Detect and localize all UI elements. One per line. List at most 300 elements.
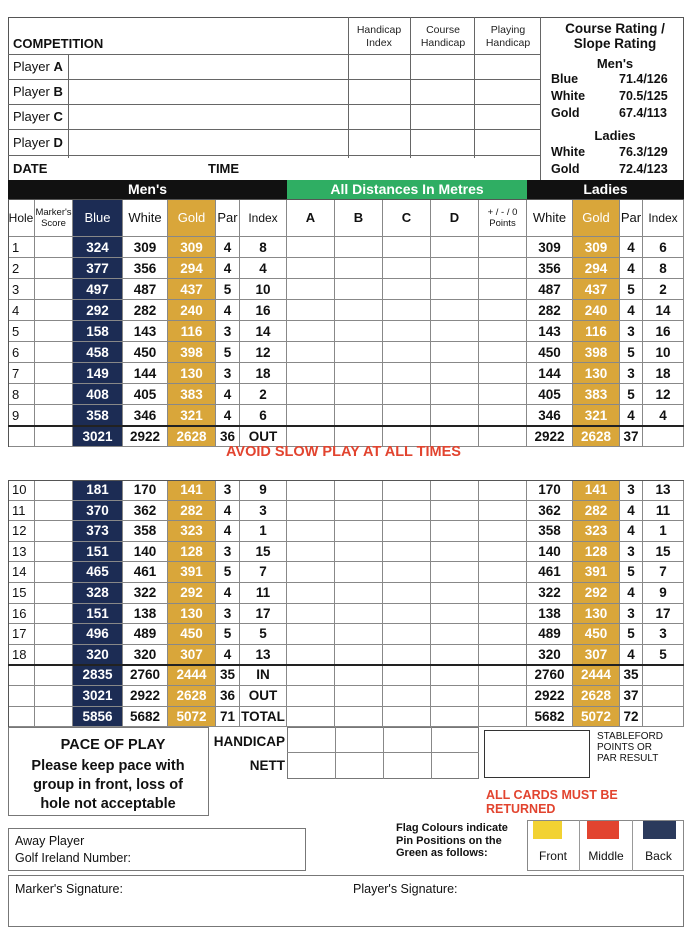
total-row-out-a[interactable]: [287, 686, 335, 707]
flag-back-label: Back: [645, 849, 672, 863]
total-row-in-c[interactable]: [383, 665, 431, 686]
back-row-17-points[interactable]: [479, 624, 527, 645]
front-row-7-par: 3: [216, 363, 240, 384]
front-row-2-par: 4: [216, 258, 240, 279]
total-row-out-lp: 37: [620, 686, 643, 707]
front-row-7-hole: 7: [8, 363, 35, 384]
front-row-2-lp: 4: [620, 258, 643, 279]
back-row-16-a[interactable]: [287, 604, 335, 625]
front-row-8-blue: 408: [73, 384, 123, 405]
total-row-out-hole: [8, 686, 35, 707]
front-row-7-c[interactable]: [383, 363, 431, 384]
front-row-9-a[interactable]: [287, 405, 335, 426]
back-row-18-d[interactable]: [431, 645, 479, 666]
front-row-1-c[interactable]: [383, 237, 431, 258]
back-row-18-white: 320: [123, 645, 168, 666]
front-row-4-b[interactable]: [335, 300, 383, 321]
back-row-16-gold: 130: [168, 604, 216, 625]
back-row-14-d[interactable]: [431, 562, 479, 583]
back-row-13-a[interactable]: [287, 542, 335, 563]
back-row-15-white: 322: [123, 583, 168, 604]
header-a: A: [287, 199, 335, 237]
front-row-3-par: 5: [216, 279, 240, 300]
front-row-1-a[interactable]: [287, 237, 335, 258]
back-row-13-lg: 128: [573, 542, 620, 563]
front-row-8-white: 405: [123, 384, 168, 405]
handicap-index-header: Handicap Index: [356, 24, 402, 49]
back-row-18-points[interactable]: [479, 645, 527, 666]
distances-band: All Distances In Metres: [287, 180, 527, 199]
back-row-17-blue: 496: [73, 624, 123, 645]
back-row-10-index: 9: [240, 480, 287, 501]
back-row-14-a[interactable]: [287, 562, 335, 583]
front-flag-swatch: [533, 821, 562, 839]
front-row-4-hole: 4: [8, 300, 35, 321]
front-row-7-d[interactable]: [431, 363, 479, 384]
front-row-3-lw: 487: [527, 279, 573, 300]
back-row-17-marker[interactable]: [35, 624, 73, 645]
back-row-14-c[interactable]: [383, 562, 431, 583]
back-row-10-blue: 181: [73, 480, 123, 501]
back-row-14-points[interactable]: [479, 562, 527, 583]
front-row-7-lw: 144: [527, 363, 573, 384]
front-row-1-points[interactable]: [479, 237, 527, 258]
front-row-8-points[interactable]: [479, 384, 527, 405]
total-row-in-b[interactable]: [335, 665, 383, 686]
back-row-11-d[interactable]: [431, 501, 479, 522]
front-row-3-marker[interactable]: [35, 279, 73, 300]
back-row-18-blue: 320: [73, 645, 123, 666]
back-row-18-marker[interactable]: [35, 645, 73, 666]
back-row-15-c[interactable]: [383, 583, 431, 604]
back-row-12-points[interactable]: [479, 521, 527, 542]
back-row-17-b[interactable]: [335, 624, 383, 645]
back-row-10-a[interactable]: [287, 480, 335, 501]
front-row-5-d[interactable]: [431, 321, 479, 342]
front-row-6-points[interactable]: [479, 342, 527, 363]
back-row-11-c[interactable]: [383, 501, 431, 522]
ladies-band: Ladies: [527, 180, 684, 199]
back-row-13-points[interactable]: [479, 542, 527, 563]
front-row-7-marker[interactable]: [35, 363, 73, 384]
total-row-in-gold: 2444: [168, 665, 216, 686]
back-row-12-lp: 4: [620, 521, 643, 542]
front-row-8-d[interactable]: [431, 384, 479, 405]
front-row-2-c[interactable]: [383, 258, 431, 279]
front-row-2-d[interactable]: [431, 258, 479, 279]
total-row-out-white: 2922: [123, 686, 168, 707]
front-total-row-index: OUT: [240, 426, 287, 447]
nett-label: NETT: [249, 758, 285, 773]
back-row-12-blue: 373: [73, 521, 123, 542]
front-row-2-points[interactable]: [479, 258, 527, 279]
player-signature-label: Player's Signature:: [353, 882, 458, 896]
front-row-1-d[interactable]: [431, 237, 479, 258]
back-row-10-d[interactable]: [431, 480, 479, 501]
front-row-3-c[interactable]: [383, 279, 431, 300]
total-row-in-marker[interactable]: [35, 665, 73, 686]
front-row-2-marker[interactable]: [35, 258, 73, 279]
front-row-7-li: 18: [643, 363, 684, 384]
front-row-5-lw: 143: [527, 321, 573, 342]
golf-ireland-number-label: Golf Ireland Number:: [15, 851, 132, 865]
front-row-5-par: 3: [216, 321, 240, 342]
flag-colours-text: Flag Colours indicate Pin Positions on the Green as follows:: [396, 822, 508, 859]
header-par: Par: [216, 199, 240, 237]
back-row-12-lw: 358: [527, 521, 573, 542]
front-row-6-blue: 458: [73, 342, 123, 363]
front-row-3-hole: 3: [8, 279, 35, 300]
total-row-out-c[interactable]: [383, 686, 431, 707]
back-row-14-b[interactable]: [335, 562, 383, 583]
front-row-9-lw: 346: [527, 405, 573, 426]
front-row-5-b[interactable]: [335, 321, 383, 342]
front-row-6-a[interactable]: [287, 342, 335, 363]
back-row-10-par: 3: [216, 480, 240, 501]
front-row-1-lw: 309: [527, 237, 573, 258]
front-row-8-a[interactable]: [287, 384, 335, 405]
front-row-9-white: 346: [123, 405, 168, 426]
front-row-3-lg: 437: [573, 279, 620, 300]
front-row-9-marker[interactable]: [35, 405, 73, 426]
front-row-6-c[interactable]: [383, 342, 431, 363]
back-row-14-index: 7: [240, 562, 287, 583]
back-row-13-blue: 151: [73, 542, 123, 563]
total-row-total-lw: 5682: [527, 707, 573, 728]
front-row-2-b[interactable]: [335, 258, 383, 279]
total-row-total-c[interactable]: [383, 707, 431, 728]
back-row-16-b[interactable]: [335, 604, 383, 625]
back-row-12-index: 1: [240, 521, 287, 542]
back-row-12-par: 4: [216, 521, 240, 542]
back-row-14-white: 461: [123, 562, 168, 583]
front-row-8-par: 4: [216, 384, 240, 405]
back-row-11-points[interactable]: [479, 501, 527, 522]
total-row-in-d[interactable]: [431, 665, 479, 686]
rating-blue-value: 71.4/126: [619, 72, 668, 86]
back-row-10-lp: 3: [620, 480, 643, 501]
total-row-total-b[interactable]: [335, 707, 383, 728]
back-row-11-li: 11: [643, 501, 684, 522]
back-row-14-li: 7: [643, 562, 684, 583]
total-row-out-d[interactable]: [431, 686, 479, 707]
back-row-10-c[interactable]: [383, 480, 431, 501]
player-b-label: Player B: [13, 84, 63, 99]
front-row-2-hole: 2: [8, 258, 35, 279]
front-row-5-marker[interactable]: [35, 321, 73, 342]
total-row-out-marker[interactable]: [35, 686, 73, 707]
back-row-11-blue: 370: [73, 501, 123, 522]
back-row-17-a[interactable]: [287, 624, 335, 645]
time-label: TIME: [208, 161, 240, 176]
back-row-13-gold: 128: [168, 542, 216, 563]
back-row-18-b[interactable]: [335, 645, 383, 666]
front-total-row-lw: 2922: [527, 426, 573, 447]
back-row-11-b[interactable]: [335, 501, 383, 522]
front-row-7-white: 144: [123, 363, 168, 384]
front-row-3-b[interactable]: [335, 279, 383, 300]
back-row-16-blue: 151: [73, 604, 123, 625]
back-row-18-a[interactable]: [287, 645, 335, 666]
total-row-in-points[interactable]: [479, 665, 527, 686]
front-row-6-b[interactable]: [335, 342, 383, 363]
header-li: Index: [643, 199, 684, 237]
front-row-1-b[interactable]: [335, 237, 383, 258]
front-row-5-index: 14: [240, 321, 287, 342]
front-row-2-index: 4: [240, 258, 287, 279]
front-row-4-d[interactable]: [431, 300, 479, 321]
back-row-17-lg: 450: [573, 624, 620, 645]
back-row-12-a[interactable]: [287, 521, 335, 542]
front-row-2-lg: 294: [573, 258, 620, 279]
stableford-box[interactable]: [484, 730, 590, 778]
back-row-13-d[interactable]: [431, 542, 479, 563]
front-row-3-lp: 5: [620, 279, 643, 300]
front-row-4-li: 14: [643, 300, 684, 321]
front-total-row-gold: 2628: [168, 426, 216, 447]
front-row-9-hole: 9: [8, 405, 35, 426]
front-row-5-a[interactable]: [287, 321, 335, 342]
back-flag-swatch: [643, 821, 676, 839]
back-row-11-marker[interactable]: [35, 501, 73, 522]
back-row-17-li: 3: [643, 624, 684, 645]
back-row-13-c[interactable]: [383, 542, 431, 563]
total-row-in-blue: 2835: [73, 665, 123, 686]
front-row-6-par: 5: [216, 342, 240, 363]
back-row-18-c[interactable]: [383, 645, 431, 666]
front-row-3-points[interactable]: [479, 279, 527, 300]
front-total-divider: [8, 425, 684, 427]
front-row-8-c[interactable]: [383, 384, 431, 405]
back-row-15-b[interactable]: [335, 583, 383, 604]
back-row-16-lp: 3: [620, 604, 643, 625]
mens-band: Men's: [8, 180, 287, 199]
back-row-13-hole: 13: [8, 542, 35, 563]
back-row-15-points[interactable]: [479, 583, 527, 604]
back-row-14-hole: 14: [8, 562, 35, 583]
back-row-17-par: 5: [216, 624, 240, 645]
back-row-12-b[interactable]: [335, 521, 383, 542]
front-row-8-lp: 5: [620, 384, 643, 405]
total-row-total-blue: 5856: [73, 707, 123, 728]
front-row-2-a[interactable]: [287, 258, 335, 279]
back-row-14-par: 5: [216, 562, 240, 583]
front-row-8-b[interactable]: [335, 384, 383, 405]
rating-ladies-gold-tee: Gold: [551, 162, 580, 176]
back-row-11-par: 4: [216, 501, 240, 522]
back-row-13-par: 3: [216, 542, 240, 563]
back-row-13-b[interactable]: [335, 542, 383, 563]
total-row-out-index: OUT: [240, 686, 287, 707]
total-row-in-white: 2760: [123, 665, 168, 686]
back-row-13-marker[interactable]: [35, 542, 73, 563]
front-row-4-blue: 292: [73, 300, 123, 321]
back-row-13-li: 15: [643, 542, 684, 563]
front-row-2-white: 356: [123, 258, 168, 279]
total-row-total-white: 5682: [123, 707, 168, 728]
back-row-15-a[interactable]: [287, 583, 335, 604]
back-row-11-gold: 282: [168, 501, 216, 522]
back-row-16-lg: 130: [573, 604, 620, 625]
front-row-5-lg: 116: [573, 321, 620, 342]
back-row-18-index: 13: [240, 645, 287, 666]
front-row-9-d[interactable]: [431, 405, 479, 426]
front-row-6-marker[interactable]: [35, 342, 73, 363]
front-row-2-lw: 356: [527, 258, 573, 279]
front-row-8-lg: 383: [573, 384, 620, 405]
front-row-3-gold: 437: [168, 279, 216, 300]
back-total-divider: [8, 664, 684, 666]
front-row-4-a[interactable]: [287, 300, 335, 321]
total-row-total-gold: 5072: [168, 707, 216, 728]
front-row-6-li: 10: [643, 342, 684, 363]
back-row-12-c[interactable]: [383, 521, 431, 542]
rating-gold-value: 67.4/113: [619, 106, 667, 120]
back-row-17-d[interactable]: [431, 624, 479, 645]
back-row-18-li: 5: [643, 645, 684, 666]
front-row-3-blue: 497: [73, 279, 123, 300]
front-row-9-index: 6: [240, 405, 287, 426]
front-row-9-lg: 321: [573, 405, 620, 426]
player-a-label: Player A: [13, 59, 63, 74]
front-row-8-index: 2: [240, 384, 287, 405]
back-row-10-lg: 141: [573, 480, 620, 501]
total-row-total-points[interactable]: [479, 707, 527, 728]
front-row-1-marker[interactable]: [35, 237, 73, 258]
back-row-16-c[interactable]: [383, 604, 431, 625]
header-lg: Gold: [573, 199, 620, 237]
back-row-16-index: 17: [240, 604, 287, 625]
front-row-6-lp: 5: [620, 342, 643, 363]
front-row-5-white: 143: [123, 321, 168, 342]
back-row-15-marker[interactable]: [35, 583, 73, 604]
front-row-7-a[interactable]: [287, 363, 335, 384]
front-row-5-points[interactable]: [479, 321, 527, 342]
back-row-17-white: 489: [123, 624, 168, 645]
front-row-7-lg: 130: [573, 363, 620, 384]
back-row-16-marker[interactable]: [35, 604, 73, 625]
front-row-7-index: 18: [240, 363, 287, 384]
front-row-3-li: 2: [643, 279, 684, 300]
front-row-5-c[interactable]: [383, 321, 431, 342]
front-row-6-d[interactable]: [431, 342, 479, 363]
back-row-14-blue: 465: [73, 562, 123, 583]
total-row-total-d[interactable]: [431, 707, 479, 728]
back-row-17-c[interactable]: [383, 624, 431, 645]
front-row-7-points[interactable]: [479, 363, 527, 384]
total-row-out-li: [643, 686, 684, 707]
back-row-18-lg: 307: [573, 645, 620, 666]
front-row-9-c[interactable]: [383, 405, 431, 426]
back-row-14-marker[interactable]: [35, 562, 73, 583]
front-row-6-white: 450: [123, 342, 168, 363]
back-row-15-lp: 4: [620, 583, 643, 604]
front-row-4-points[interactable]: [479, 300, 527, 321]
back-row-15-hole: 15: [8, 583, 35, 604]
slow-play-notice: AVOID SLOW PLAY AT ALL TIMES: [226, 444, 461, 460]
header-white: White: [123, 199, 168, 237]
total-row-in-par: 35: [216, 665, 240, 686]
front-row-4-marker[interactable]: [35, 300, 73, 321]
back-row-13-lp: 3: [620, 542, 643, 563]
back-row-16-points[interactable]: [479, 604, 527, 625]
total-row-total-par: 71: [216, 707, 240, 728]
front-row-3-white: 487: [123, 279, 168, 300]
total-row-in-index: IN: [240, 665, 287, 686]
front-row-1-li: 6: [643, 237, 684, 258]
back-row-17-index: 5: [240, 624, 287, 645]
back-row-10-marker[interactable]: [35, 480, 73, 501]
front-row-4-white: 282: [123, 300, 168, 321]
back-row-12-d[interactable]: [431, 521, 479, 542]
back-row-17-hole: 17: [8, 624, 35, 645]
front-row-4-c[interactable]: [383, 300, 431, 321]
total-row-total-hole: [8, 707, 35, 728]
back-row-14-gold: 391: [168, 562, 216, 583]
back-row-18-hole: 18: [8, 645, 35, 666]
back-row-13-white: 140: [123, 542, 168, 563]
front-total-row-lp: 37: [620, 426, 643, 447]
front-row-9-points[interactable]: [479, 405, 527, 426]
away-player-label: Away Player: [15, 834, 85, 848]
return-cards-notice: ALL CARDS MUST BE RETURNED: [486, 788, 618, 816]
back-row-11-a[interactable]: [287, 501, 335, 522]
back-row-15-par: 4: [216, 583, 240, 604]
player-c-label: Player C: [13, 109, 63, 124]
front-total-row-lg: 2628: [573, 426, 620, 447]
total-row-total-a[interactable]: [287, 707, 335, 728]
mens-rating-title: Men's: [596, 56, 634, 71]
back-row-11-lw: 362: [527, 501, 573, 522]
back-row-12-marker[interactable]: [35, 521, 73, 542]
total-row-in-lw: 2760: [527, 665, 573, 686]
total-row-total-marker[interactable]: [35, 707, 73, 728]
back-row-16-hole: 16: [8, 604, 35, 625]
back-row-16-lw: 138: [527, 604, 573, 625]
back-row-18-lw: 320: [527, 645, 573, 666]
back-row-14-lp: 5: [620, 562, 643, 583]
back-row-10-b[interactable]: [335, 480, 383, 501]
back-row-15-lg: 292: [573, 583, 620, 604]
front-row-7-gold: 130: [168, 363, 216, 384]
back-row-15-d[interactable]: [431, 583, 479, 604]
header-blue: Blue: [73, 199, 123, 237]
front-row-3-a[interactable]: [287, 279, 335, 300]
front-row-7-b[interactable]: [335, 363, 383, 384]
back-row-18-par: 4: [216, 645, 240, 666]
front-row-9-b[interactable]: [335, 405, 383, 426]
front-total-row-white: 2922: [123, 426, 168, 447]
pace-text: Please keep pace with group in front, loss of hole not acceptable: [31, 758, 185, 812]
total-row-out-b[interactable]: [335, 686, 383, 707]
front-row-4-lw: 282: [527, 300, 573, 321]
back-row-10-white: 170: [123, 480, 168, 501]
back-row-16-d[interactable]: [431, 604, 479, 625]
total-row-out-gold: 2628: [168, 686, 216, 707]
total-row-in-a[interactable]: [287, 665, 335, 686]
rating-white-tee: White: [551, 89, 586, 103]
back-row-10-gold: 141: [168, 480, 216, 501]
front-row-3-d[interactable]: [431, 279, 479, 300]
back-row-10-points[interactable]: [479, 480, 527, 501]
total-row-out-points[interactable]: [479, 686, 527, 707]
front-row-1-blue: 324: [73, 237, 123, 258]
front-row-8-marker[interactable]: [35, 384, 73, 405]
front-row-5-li: 16: [643, 321, 684, 342]
back-row-13-lw: 140: [527, 542, 573, 563]
rating-ladies-white-tee: White: [551, 145, 586, 159]
front-row-5-blue: 158: [73, 321, 123, 342]
